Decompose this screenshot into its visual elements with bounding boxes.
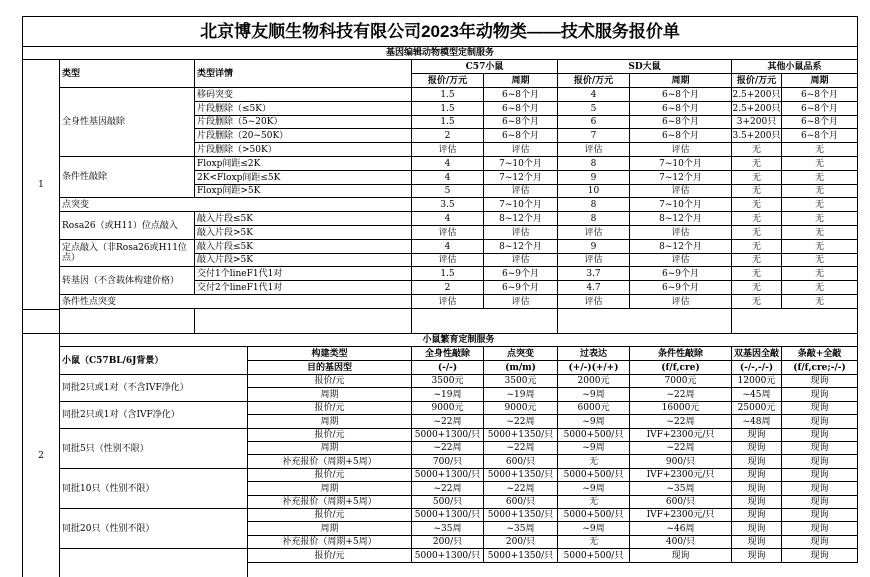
value-cell: ~9周: [558, 415, 630, 429]
spacer-cell: [195, 309, 412, 334]
value-cell: 无: [732, 212, 782, 226]
value-cell: 1.5: [412, 116, 484, 129]
value-cell: 3.5+200只: [732, 129, 782, 143]
value-cell: ~22周: [484, 482, 558, 496]
value-cell: 无: [732, 281, 782, 295]
value-cell: ~48周: [732, 415, 782, 429]
value-cell: 现询: [732, 509, 782, 522]
value-cell: 2.5+200只: [732, 102, 782, 116]
value-cell: IVF+2300元/只: [630, 429, 732, 442]
value-cell: 9: [558, 240, 630, 254]
value-cell: 1.5: [412, 88, 484, 102]
value-cell: 现询: [732, 442, 782, 455]
detail-cell: 敲入片段≤5K: [195, 240, 412, 254]
value-cell: 无: [732, 143, 782, 157]
col-detail-header: 类型详情: [195, 60, 412, 88]
row-label: 报价/元: [248, 402, 412, 415]
value-cell: 现询: [782, 482, 858, 496]
value-cell: 无: [782, 212, 858, 226]
value-cell: 7~12个月: [630, 171, 732, 185]
batch-label: 同批5只（性别不限）: [60, 429, 248, 469]
value-cell: 现询: [782, 415, 858, 429]
value-cell: 6~8个月: [782, 116, 858, 129]
value-cell: 600/只: [484, 455, 558, 469]
value-cell: 现询: [782, 429, 858, 442]
value-cell: ~35周: [412, 522, 484, 536]
value-cell: ~22周: [412, 442, 484, 455]
value-cell: 6: [558, 116, 630, 129]
value-cell: 5000+500/只: [558, 429, 630, 442]
page-title: 北京博友顺生物科技有限公司2023年动物类——技术服务报价单: [22, 16, 858, 47]
value-cell: 6~9个月: [484, 281, 558, 295]
col-sd-header: SD大鼠: [558, 60, 732, 74]
value-cell: 2.5+200只: [732, 88, 782, 102]
value-cell: 7000元: [630, 375, 732, 388]
row-label: 周期: [248, 482, 412, 496]
value-cell: 5: [558, 102, 630, 116]
value-cell: 评估: [484, 226, 558, 240]
value-cell: 现询: [782, 402, 858, 415]
value-cell: 无: [782, 143, 858, 157]
value-cell: 现询: [630, 549, 732, 563]
value-cell: 6~8个月: [484, 102, 558, 116]
construct-type-header: 过表达: [558, 347, 630, 361]
value-cell: 评估: [412, 295, 484, 309]
value-cell: 7: [558, 129, 630, 143]
value-cell: 16000元: [630, 402, 732, 415]
value-cell: ~35周: [630, 482, 732, 496]
value-cell: 现询: [732, 496, 782, 509]
row-label: 周期: [248, 388, 412, 402]
value-cell: ~22周: [484, 415, 558, 429]
construct-type-header: 条敲+全敲: [782, 347, 858, 361]
col-price-header: 报价/万元: [558, 74, 630, 88]
detail-cell: 交付1个lineF1代1对: [195, 267, 412, 281]
value-cell: 5000+500/只: [558, 469, 630, 482]
value-cell: 5000+1350/只: [484, 509, 558, 522]
value-cell: 评估: [484, 185, 558, 198]
value-cell: 9000元: [412, 402, 484, 415]
value-cell: ~22周: [630, 415, 732, 429]
value-cell: ~9周: [558, 388, 630, 402]
value-cell: 8~12个月: [484, 212, 558, 226]
value-cell: 7~10个月: [630, 157, 732, 171]
value-cell: 4: [412, 212, 484, 226]
value-cell: 评估: [484, 254, 558, 267]
value-cell: ~22周: [412, 415, 484, 429]
detail-cell: Floxp间距>5K: [195, 185, 412, 198]
value-cell: 8: [558, 198, 630, 212]
value-cell: 25000元: [732, 402, 782, 415]
value-cell: 评估: [630, 226, 732, 240]
value-cell: IVF+2300元/只: [630, 509, 732, 522]
value-cell: 评估: [558, 295, 630, 309]
category-label: 定点敲入（非Rosa26或H11位点）: [60, 240, 195, 267]
value-cell: 600/只: [630, 496, 732, 509]
mouse-background-label: 小鼠（C57BL/6J背景）: [60, 347, 248, 375]
value-cell: 7~10个月: [484, 157, 558, 171]
section-header-genetic: 基因编辑动物模型定制服务: [22, 47, 858, 60]
value-cell: 无: [732, 157, 782, 171]
col-period-header: 周期: [630, 74, 732, 88]
value-cell: 7~10个月: [630, 198, 732, 212]
value-cell: 现询: [732, 536, 782, 549]
value-cell: IVF+2300元/只: [630, 469, 732, 482]
section-header-breeding: 小鼠繁育定制服务: [60, 334, 858, 347]
row-label: 周期: [248, 442, 412, 455]
value-cell: 评估: [558, 143, 630, 157]
detail-cell: 敲入片段>5K: [195, 254, 412, 267]
value-cell: 无: [558, 536, 630, 549]
row-label: 报价/元: [248, 549, 412, 563]
value-cell: 无: [558, 455, 630, 469]
detail-cell: 交付2个lineF1代1对: [195, 281, 412, 295]
detail-cell: 片段删除（20~50K）: [195, 129, 412, 143]
value-cell: 4: [412, 240, 484, 254]
category-label: 点突变: [60, 198, 412, 212]
value-cell: 无: [782, 226, 858, 240]
value-cell: 评估: [558, 254, 630, 267]
value-cell: 评估: [412, 143, 484, 157]
batch-label: 同批10只（性别不限）: [60, 469, 248, 509]
value-cell: ~22周: [484, 442, 558, 455]
value-cell: 6~9个月: [484, 267, 558, 281]
value-cell: 无: [732, 185, 782, 198]
category-label: 转基因（不含载体构建价格）: [60, 267, 195, 295]
value-cell: ~9周: [558, 442, 630, 455]
value-cell: 6~8个月: [782, 88, 858, 102]
value-cell: ~46周: [630, 522, 732, 536]
value-cell: 现询: [782, 469, 858, 482]
value-cell: 评估: [630, 295, 732, 309]
value-cell: 5: [412, 185, 484, 198]
genotype-header: 目的基因型: [248, 361, 412, 375]
value-cell: 无: [782, 267, 858, 281]
value-cell: 无: [732, 171, 782, 185]
value-cell: 3500元: [412, 375, 484, 388]
value-cell: 8~12个月: [630, 240, 732, 254]
value-cell: 8: [558, 157, 630, 171]
value-cell: 现询: [782, 455, 858, 469]
value-cell: 1.5: [412, 102, 484, 116]
detail-cell: 移码突变: [195, 88, 412, 102]
col-price-header: 报价/万元: [732, 74, 782, 88]
col-other-header: 其他小鼠品系: [732, 60, 858, 74]
section-index: 2: [22, 334, 60, 577]
value-cell: 3.5: [412, 198, 484, 212]
genotype-header: (m/m): [484, 361, 558, 375]
value-cell: 6~8个月: [630, 129, 732, 143]
value-cell: 评估: [630, 185, 732, 198]
value-cell: 9: [558, 171, 630, 185]
construct-type-header: 双基因全敲: [732, 347, 782, 361]
value-cell: 6000元: [558, 402, 630, 415]
detail-cell: 片段删除（5~20K）: [195, 116, 412, 129]
value-cell: 6~8个月: [484, 88, 558, 102]
value-cell: 无: [782, 185, 858, 198]
value-cell: 无: [732, 226, 782, 240]
spacer-cell: [412, 309, 558, 334]
value-cell: 现询: [732, 482, 782, 496]
value-cell: 900/只: [630, 455, 732, 469]
value-cell: 4: [412, 171, 484, 185]
value-cell: 评估: [484, 295, 558, 309]
value-cell: ~9周: [558, 522, 630, 536]
value-cell: 评估: [412, 226, 484, 240]
value-cell: 600/只: [484, 496, 558, 509]
construct-type-header: 条件性敲除: [630, 347, 732, 361]
value-cell: 6~8个月: [484, 116, 558, 129]
value-cell: 无: [732, 295, 782, 309]
spacer-cell: [732, 309, 858, 334]
value-cell: ~19周: [484, 388, 558, 402]
detail-cell: 片段删除（>50K）: [195, 143, 412, 157]
value-cell: ~35周: [484, 522, 558, 536]
genotype-header: (f/f,cre): [630, 361, 732, 375]
value-cell: ~22周: [630, 388, 732, 402]
value-cell: 10: [558, 185, 630, 198]
value-cell: 6~8个月: [630, 116, 732, 129]
batch-label: 同批2只或1对（含IVF净化）: [60, 402, 248, 429]
value-cell: 12000元: [732, 375, 782, 388]
detail-cell: 敲入片段>5K: [195, 226, 412, 240]
value-cell: 无: [782, 281, 858, 295]
value-cell: 5000+500/只: [558, 509, 630, 522]
row-label: 补充报价（周期+5周）: [248, 455, 412, 469]
value-cell: 3+200只: [732, 116, 782, 129]
value-cell: 2000元: [558, 375, 630, 388]
value-cell: 5000+1350/只: [484, 429, 558, 442]
value-cell: 现询: [732, 455, 782, 469]
value-cell: 7~10个月: [484, 198, 558, 212]
value-cell: 现询: [782, 549, 858, 563]
value-cell: 评估: [412, 254, 484, 267]
spacer-cell: [22, 309, 60, 334]
col-period-header: 周期: [782, 74, 858, 88]
value-cell: 2: [412, 129, 484, 143]
category-label: 全身性基因敲除: [60, 88, 195, 157]
value-cell: 无: [782, 295, 858, 309]
value-cell: 无: [732, 254, 782, 267]
row-label: 报价/元: [248, 469, 412, 482]
value-cell: 6~9个月: [630, 281, 732, 295]
value-cell: 5000+1300/只: [412, 509, 484, 522]
construct-type-header: 构建类型: [248, 347, 412, 361]
value-cell: 6~8个月: [484, 129, 558, 143]
value-cell: 现询: [782, 509, 858, 522]
row-label: 报价/元: [248, 429, 412, 442]
value-cell: 8~12个月: [630, 212, 732, 226]
construct-type-header: 全身性敲除: [412, 347, 484, 361]
value-cell: 现询: [732, 469, 782, 482]
category-label: 条件性点突变: [60, 295, 412, 309]
genotype-header: (+/-)(+/+): [558, 361, 630, 375]
value-cell: 5000+1300/只: [412, 469, 484, 482]
value-cell: 无: [732, 240, 782, 254]
batch-label: [60, 549, 248, 577]
batch-label: 同批20只（性别不限）: [60, 509, 248, 549]
genotype-header: (-/-,-/-): [732, 361, 782, 375]
col-price-header: 报价/万元: [412, 74, 484, 88]
value-cell: 4: [558, 88, 630, 102]
value-cell: 3500元: [484, 375, 558, 388]
value-cell: 无: [732, 198, 782, 212]
value-cell: ~45周: [732, 388, 782, 402]
genotype-header: (-/-): [412, 361, 484, 375]
row-label: 周期: [248, 522, 412, 536]
value-cell: ~9周: [558, 482, 630, 496]
value-cell: 现询: [782, 442, 858, 455]
value-cell: 200/只: [484, 536, 558, 549]
col-period-header: 周期: [484, 74, 558, 88]
value-cell: 6~9个月: [630, 267, 732, 281]
row-label: 报价/元: [248, 375, 412, 388]
detail-cell: 敲入片段≤5K: [195, 212, 412, 226]
value-cell: 8: [558, 212, 630, 226]
value-cell: 现询: [732, 522, 782, 536]
detail-cell: Floxp间距≤2K: [195, 157, 412, 171]
value-cell: 4: [412, 157, 484, 171]
value-cell: 评估: [630, 254, 732, 267]
genotype-header: (f/f,cre;-/-): [782, 361, 858, 375]
col-c57-header: C57小鼠: [412, 60, 558, 74]
detail-cell: 2K<Floxp间距≤5K: [195, 171, 412, 185]
value-cell: 无: [782, 240, 858, 254]
value-cell: 现询: [782, 496, 858, 509]
value-cell: 500/只: [412, 496, 484, 509]
value-cell: 7~12个月: [484, 171, 558, 185]
value-cell: 5000+500/只: [558, 549, 630, 563]
category-label: Rosa26（或H11）位点敲入: [60, 212, 195, 240]
value-cell: 2: [412, 281, 484, 295]
value-cell: 400/只: [630, 536, 732, 549]
value-cell: 现询: [732, 549, 782, 563]
value-cell: 5000+1300/只: [412, 429, 484, 442]
value-cell: 6~8个月: [630, 102, 732, 116]
spacer-cell: [60, 309, 195, 334]
row-label: 周期: [248, 415, 412, 429]
value-cell: 8~12个月: [484, 240, 558, 254]
detail-cell: 片段删除（≤5K）: [195, 102, 412, 116]
value-cell: 现询: [782, 522, 858, 536]
value-cell: 1.5: [412, 267, 484, 281]
batch-label: 同批2只或1对（不含IVF净化）: [60, 375, 248, 402]
value-cell: 5000+1350/只: [484, 469, 558, 482]
value-cell: 200/只: [412, 536, 484, 549]
value-cell: 9000元: [484, 402, 558, 415]
value-cell: 现询: [782, 375, 858, 388]
value-cell: 评估: [484, 143, 558, 157]
value-cell: 6~8个月: [782, 102, 858, 116]
value-cell: 5000+1300/只: [412, 549, 484, 563]
value-cell: 无: [782, 254, 858, 267]
value-cell: 现询: [732, 429, 782, 442]
value-cell: 现询: [782, 536, 858, 549]
value-cell: 评估: [558, 226, 630, 240]
section-index: 1: [22, 60, 60, 310]
value-cell: 3.7: [558, 267, 630, 281]
value-cell: ~19周: [412, 388, 484, 402]
value-cell: 现询: [782, 388, 858, 402]
value-cell: 评估: [630, 143, 732, 157]
value-cell: 无: [732, 267, 782, 281]
value-cell: 无: [782, 198, 858, 212]
value-cell: 无: [558, 496, 630, 509]
col-type-header: 类型: [60, 60, 195, 88]
value-cell: ~22周: [630, 442, 732, 455]
value-cell: 4.7: [558, 281, 630, 295]
row-label: 报价/元: [248, 509, 412, 522]
row-label: 补充报价（周期+5周）: [248, 536, 412, 549]
value-cell: 无: [782, 157, 858, 171]
value-cell: ~22周: [412, 482, 484, 496]
value-cell: 无: [782, 171, 858, 185]
value-cell: 700/只: [412, 455, 484, 469]
value-cell: 6~8个月: [630, 88, 732, 102]
value-cell: 6~8个月: [782, 129, 858, 143]
construct-type-header: 点突变: [484, 347, 558, 361]
value-cell: 5000+1350/只: [484, 549, 558, 563]
spacer-cell: [558, 309, 732, 334]
category-label: 条件性敲除: [60, 157, 195, 198]
row-label: 补充报价（周期+5周）: [248, 496, 412, 509]
